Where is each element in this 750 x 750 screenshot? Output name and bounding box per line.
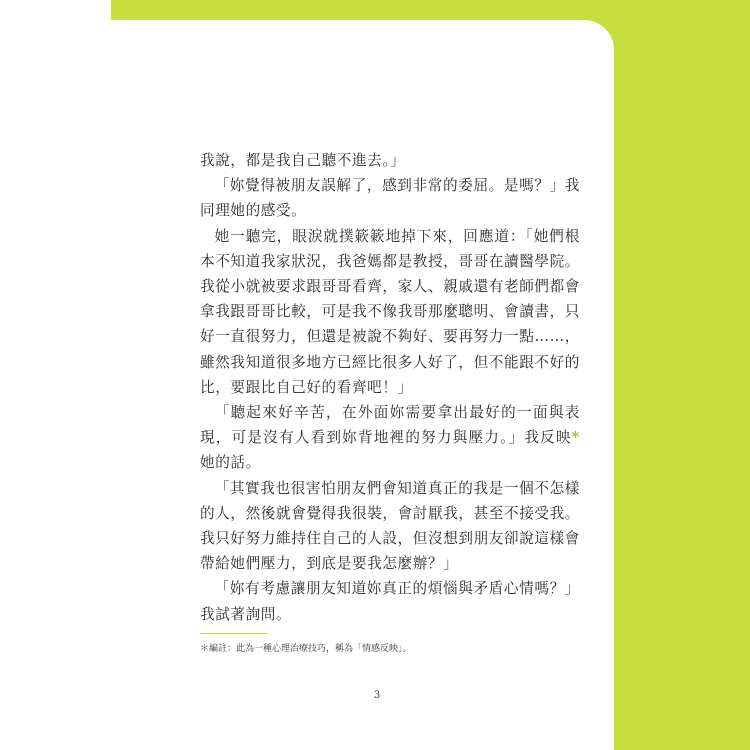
- footnote-marker: *: [571, 429, 580, 447]
- paragraph-5: 「其實我也很害怕朋友們會知道真正的我是一個不怎樣的人，然後就會覺得我很裝，會討厭我，甚至不接受我。我只好努力維持住自己的人設，但沒想到朋友卻說這樣會帶給她們壓力，到底是要我怎麼辦？」: [200, 479, 580, 573]
- paragraph-2: 「妳覺得被朋友誤解了，感到非常的委屈。是嗎？」我同理她的感受。: [200, 177, 580, 220]
- paragraph-3: 她一聽完，眼淚就撲簌簌地掉下來，回應道：「她們根本不知道我家狀況，我爸媽都是教授，哥哥在讀醫學院。我從小就被要求跟哥哥看齊，家人、親戚還有老師們都會拿我跟哥哥比較，可是我不像我哥那麼聰明、會讀書，只好一直很努力，但還是被說不夠好、要再努力一點……，雖然我知道很多地方已經比很多人好了，但不能跟不好的比，要跟比自己好的看齊吧！」: [200, 227, 580, 396]
- body-text: [200, 148, 580, 627]
- paragraph-4-tail: 她的話。: [200, 454, 261, 472]
- paragraph-4: [200, 400, 580, 476]
- page-number: 3: [373, 690, 381, 701]
- footnote-divider: [200, 633, 268, 634]
- footnote: ＊編註：此為一種心理治療技巧，稱為「情感反映」。: [200, 644, 412, 654]
- paragraph-6: 「妳有考慮讓朋友知道妳真正的煩惱與矛盾心情嗎？」我試著詢問。: [200, 580, 580, 623]
- paragraph-1: 我說，都是我自己聽不進去。」: [200, 152, 406, 169]
- paragraph-4-main: 「聽起來好辛苦，在外面妳需要拿出最好的一面與表現，可是沒有人看到妳背地裡的努力與壓力。」我反映: [200, 404, 580, 447]
